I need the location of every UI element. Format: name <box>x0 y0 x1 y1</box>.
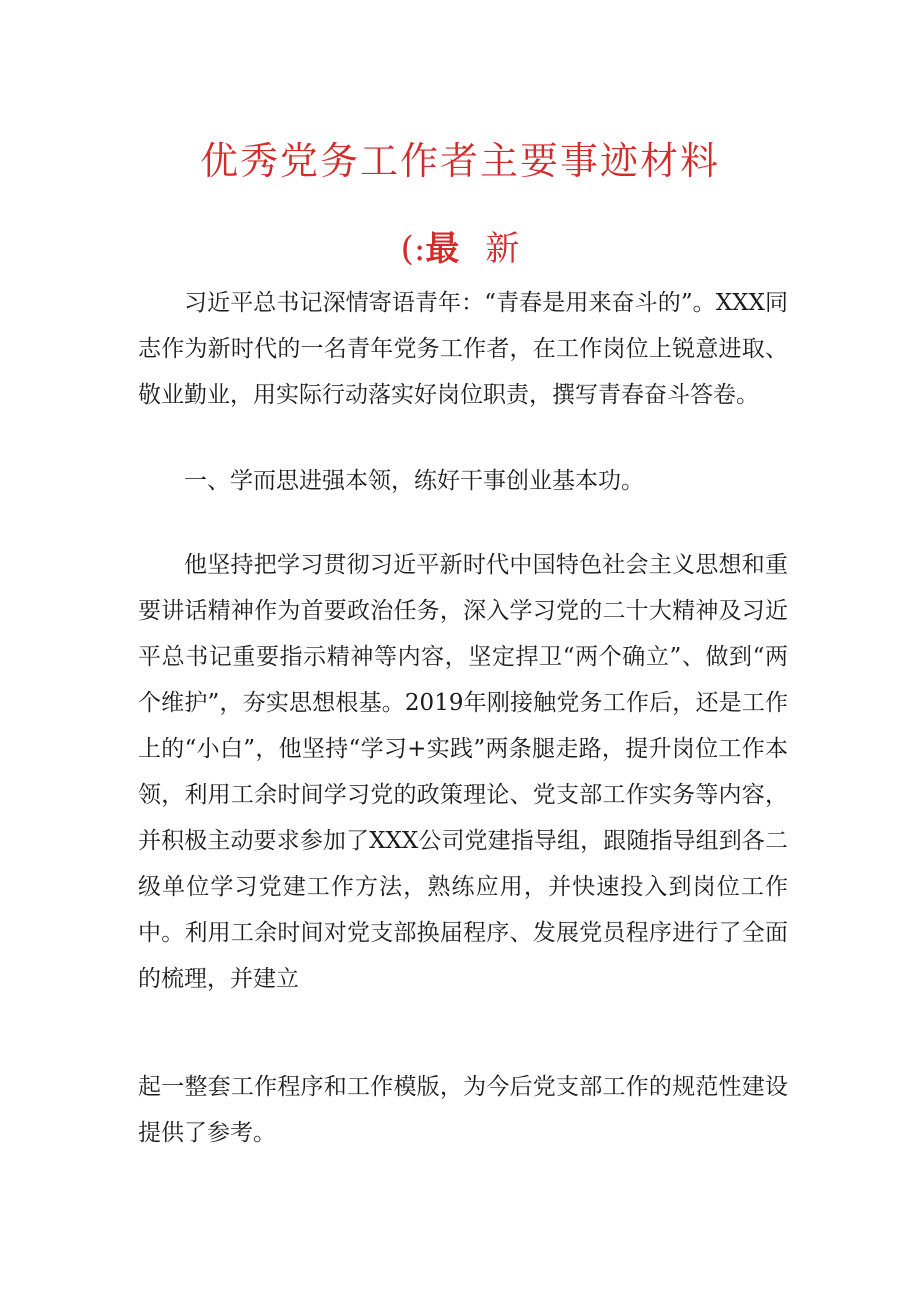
subtitle-bold: 最 <box>425 229 460 269</box>
subtitle-prefix: (: <box>400 229 426 269</box>
body-paragraph-1: 他坚持把学习贯彻习近平新时代中国特色社会主义思想和重要讲话精神作为首要政治任务，深入学习党的二十大精神及习近平总书记重要指示精神等内容，坚定捍卫“两个确立”、做到“两个维护”，夯实思想根基。2019年刚接触党务工作后，还是工作上的“小白”，他坚持“学习+实践”两条腿走路，提升岗位工作本领，利用工余时间学习党的政策理论、党支部工作实务等内容，并积极主动要求参加了XXX公司党建指导组，跟随指导组到各二级单位学习党建工作方法，熟练应用，并快速投入到岗位工作中。利用工余时间对党支部换届程序、发展党员程序进行了全面的梳理，并建立 <box>138 552 788 992</box>
section-heading-1: 一、学而思进强本领，练好干事创业基本功。 <box>184 468 644 494</box>
document-title: 优秀党务工作者主要事迹材料 <box>199 139 720 183</box>
document-subtitle <box>0 226 920 272</box>
subtitle-suffix: 新 <box>485 229 520 269</box>
body-paragraph-2: 起一整套工作程序和工作模版，为今后党支部工作的规范性建设提供了参考。 <box>138 1074 788 1146</box>
intro-paragraph: 习近平总书记深情寄语青年：“青春是用来奋斗的”。XXX同志作为新时代的一名青年党务工作者，在工作岗位上锐意进取、敬业勤业，用实际行动落实好岗位职责，撰写青春奋斗答卷。 <box>138 290 788 408</box>
